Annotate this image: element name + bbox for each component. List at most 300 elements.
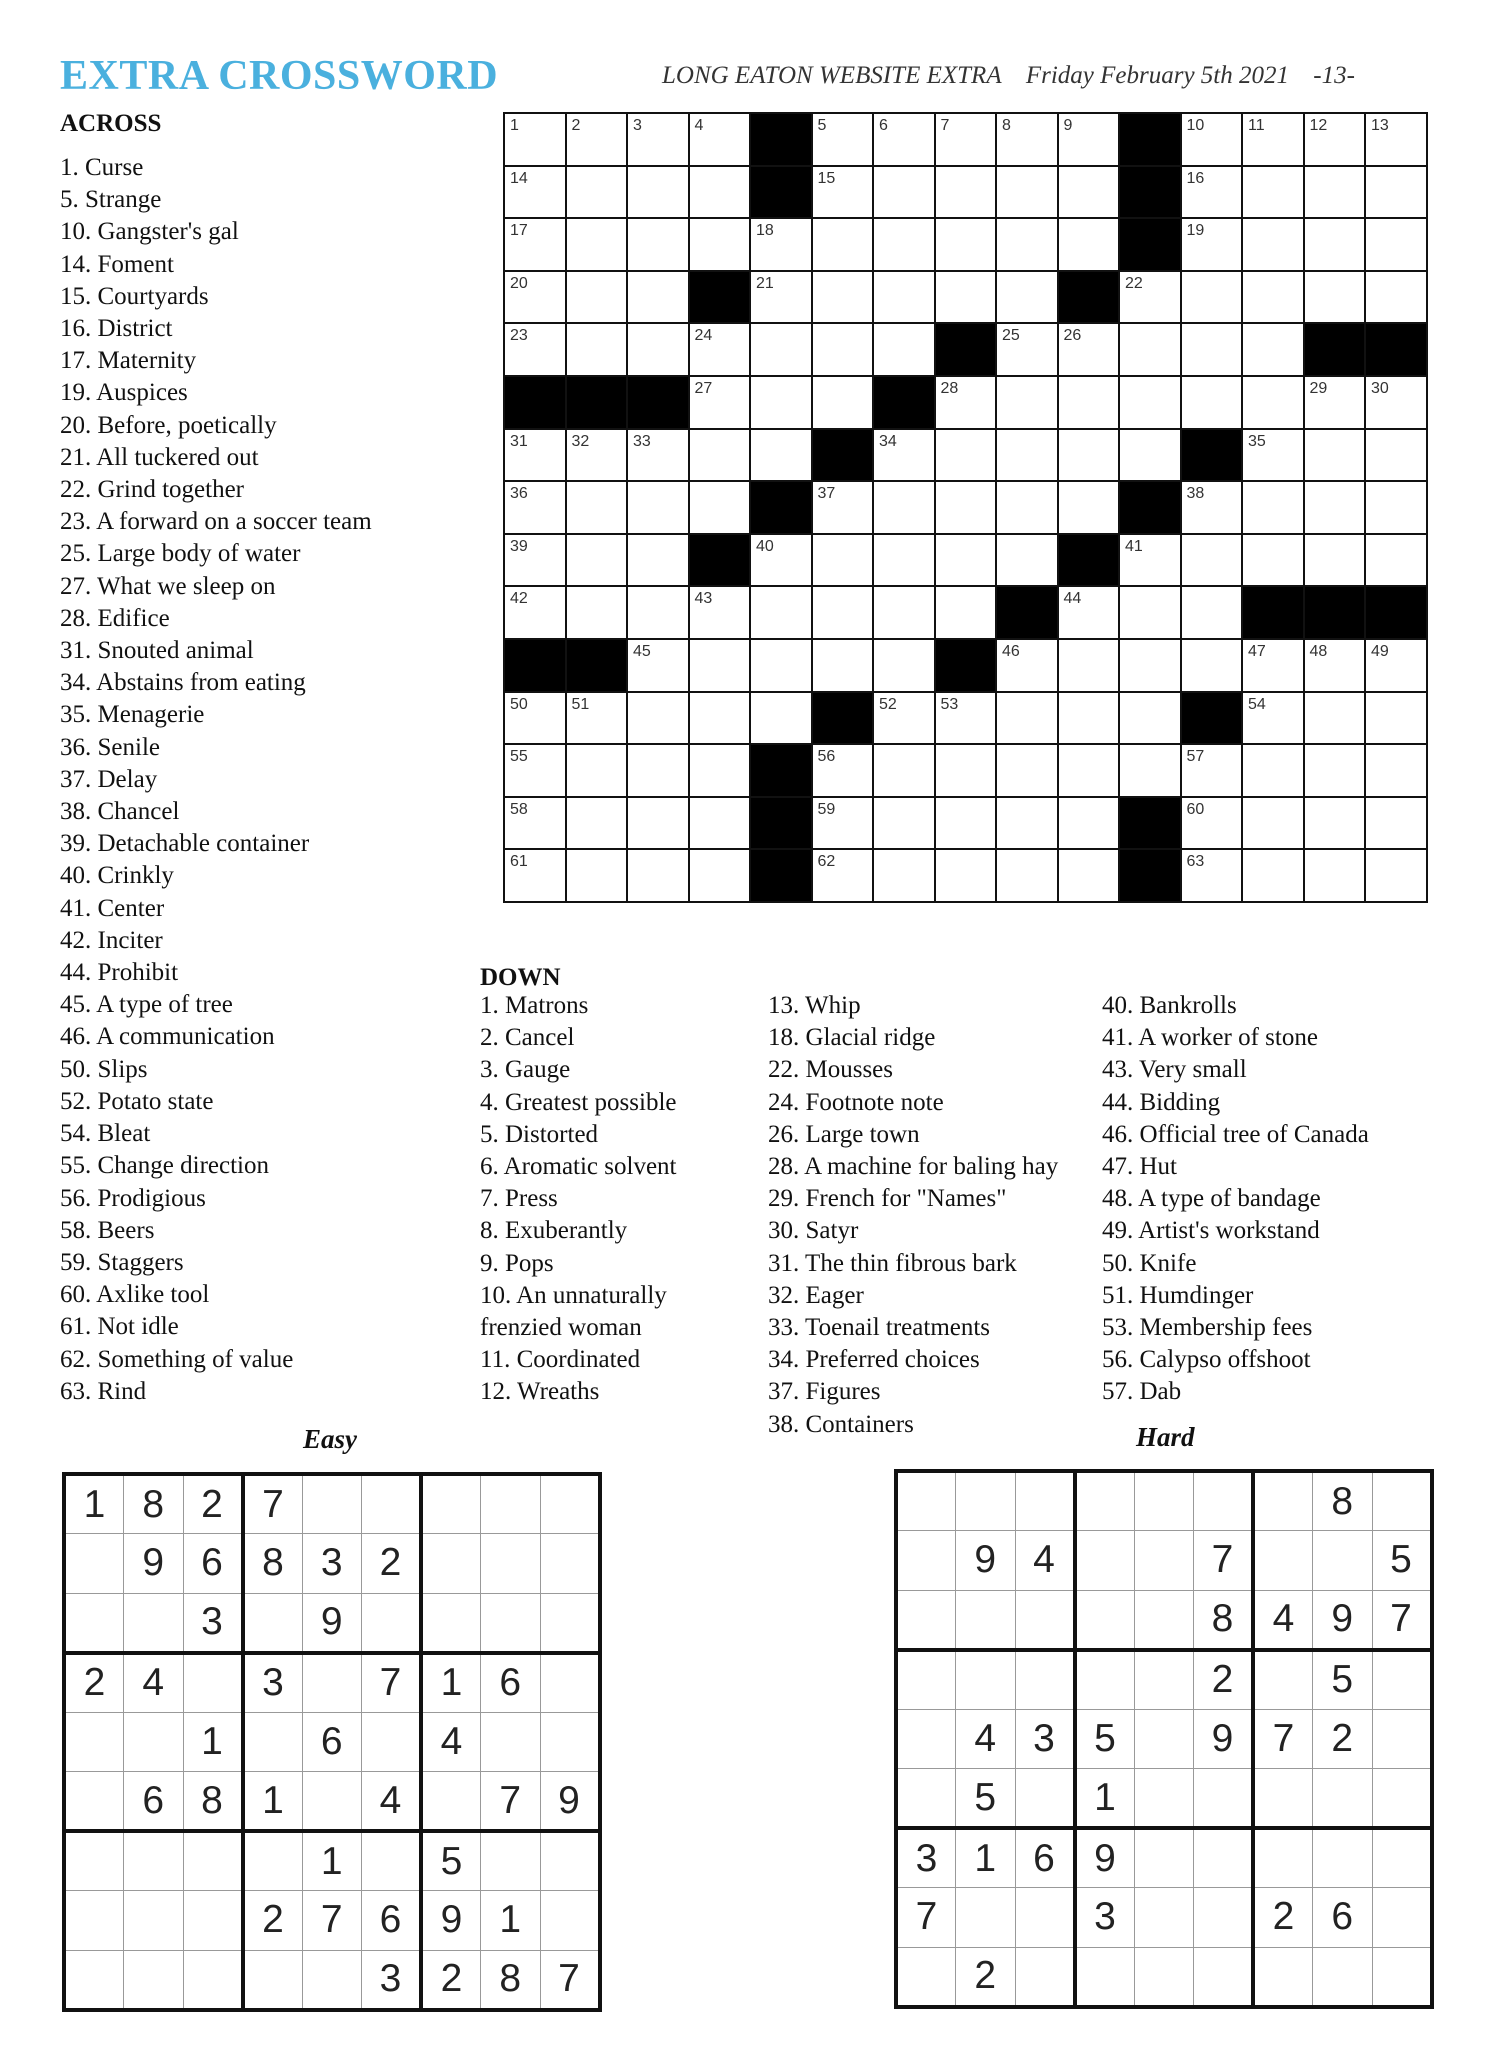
page-header-info (662, 62, 1373, 90)
crossword-cell (996, 797, 1058, 850)
down-clue: 48. A type of bandage (1102, 1185, 1321, 1213)
crossword-cell (1181, 113, 1243, 166)
sudoku-cell (1134, 1709, 1194, 1769)
clue-number: 14 (510, 169, 528, 187)
sudoku-cell (1134, 1590, 1194, 1650)
clue-number: 12 (1309, 117, 1328, 134)
crossword-cell (935, 376, 997, 429)
sudoku-cell: 2 (421, 1950, 481, 2010)
sudoku-cell: 5 (956, 1769, 1016, 1829)
crossword-cell (1119, 376, 1181, 429)
crossword-cell (627, 218, 689, 271)
down-clue: 9. Pops (480, 1249, 554, 1277)
sudoku-cell (1194, 1769, 1254, 1829)
crossword-cell (1304, 692, 1366, 745)
crossword-cell (873, 166, 935, 219)
crossword-cell (566, 166, 628, 219)
crossword-cell (996, 271, 1058, 324)
sudoku-cell (540, 1474, 600, 1534)
clue-number: 28 (940, 379, 959, 397)
crossword-cell (935, 429, 997, 482)
clue-number: 30 (1371, 379, 1389, 397)
sudoku-cell: 5 (421, 1831, 481, 1891)
crossword-cell (504, 271, 566, 324)
down-clue: 10. An unnaturally (480, 1281, 667, 1309)
crossword-cell (504, 586, 566, 639)
sudoku-cell (1313, 1947, 1373, 2007)
down-heading: DOWN (480, 964, 561, 991)
clue-number: 39 (510, 537, 528, 555)
sudoku-cell (481, 1474, 541, 1534)
sudoku-cell (362, 1712, 422, 1772)
clue-number: 33 (633, 432, 651, 450)
crossword-cell (996, 692, 1058, 745)
sudoku-cell (481, 1831, 541, 1891)
crossword-black-square (1119, 481, 1181, 534)
sudoku-cell: 1 (64, 1474, 124, 1534)
crossword-black-square (1304, 323, 1366, 376)
sudoku-cell (1372, 1471, 1432, 1531)
crossword-cell (504, 113, 566, 166)
crossword-cell (566, 481, 628, 534)
crossword-cell (1304, 744, 1366, 797)
sudoku-cell (64, 1831, 124, 1891)
crossword-cell (1365, 797, 1427, 850)
crossword-cell (689, 586, 751, 639)
crossword-cell (996, 744, 1058, 797)
crossword-black-square (689, 534, 751, 587)
clue-number: 57 (1186, 748, 1205, 766)
sudoku-cell (302, 1653, 362, 1713)
sudoku-cell (302, 1772, 362, 1832)
sudoku-cell: 7 (1372, 1590, 1432, 1650)
crossword-cell (996, 429, 1058, 482)
down-clue: 47. Hut (1102, 1153, 1177, 1181)
crossword-cell (1304, 376, 1366, 429)
sudoku-cell: 9 (956, 1531, 1016, 1591)
across-clue: 56. Prodigious (60, 1184, 206, 1212)
clue-number: 49 (1371, 642, 1389, 660)
across-clue: 44. Prohibit (60, 959, 179, 987)
page-number: -13- (1313, 62, 1355, 89)
crossword-black-square (1181, 692, 1243, 745)
crossword-black-square (1119, 218, 1181, 271)
crossword-cell (996, 639, 1058, 692)
crossword-cell (1181, 797, 1243, 850)
across-clue: 5. Strange (60, 186, 162, 214)
sudoku-cell (1015, 1590, 1075, 1650)
crossword-cell (1242, 271, 1304, 324)
clue-number: 40 (756, 537, 774, 555)
crossword-cell (1242, 429, 1304, 482)
crossword-cell (935, 744, 997, 797)
across-clue: 42. Inciter (60, 926, 163, 954)
clue-number: 8 (1002, 117, 1011, 134)
clue-number: 35 (1248, 432, 1266, 450)
clue-number: 31 (510, 432, 528, 450)
clue-number: 55 (510, 748, 528, 766)
crossword-cell (689, 323, 751, 376)
crossword-cell (996, 376, 1058, 429)
clue-number: 58 (510, 800, 528, 818)
crossword-cell (566, 586, 628, 639)
sudoku-cell (243, 1712, 303, 1772)
crossword-cell (935, 692, 997, 745)
sudoku-cell: 2 (183, 1474, 243, 1534)
crossword-black-square (1119, 166, 1181, 219)
sudoku-cell (1134, 1769, 1194, 1829)
clue-number: 9 (1063, 117, 1073, 134)
crossword-cell (812, 481, 874, 534)
crossword-black-square (1058, 534, 1120, 587)
sudoku-cell (1134, 1471, 1194, 1531)
crossword-cell (1181, 534, 1243, 587)
sudoku-cell: 3 (1015, 1709, 1075, 1769)
sudoku-cell (124, 1712, 184, 1772)
sudoku-cell (896, 1531, 956, 1591)
crossword-black-square (1119, 797, 1181, 850)
publication-date: Friday February 5th 2021 (1025, 62, 1290, 89)
sudoku-cell (1253, 1471, 1313, 1531)
crossword-cell (1181, 323, 1243, 376)
across-clue: 45. A type of tree (60, 991, 233, 1019)
crossword-cell (504, 797, 566, 850)
crossword-cell (1058, 849, 1120, 902)
crossword-cell (1365, 481, 1427, 534)
crossword-black-square (1119, 113, 1181, 166)
sudoku-cell (1075, 1650, 1135, 1710)
sudoku-cell: 4 (1253, 1590, 1313, 1650)
across-clue: 37. Delay (60, 765, 158, 793)
sudoku-cell: 3 (1075, 1888, 1135, 1948)
down-clue: 53. Membership fees (1102, 1314, 1313, 1342)
sudoku-cell (1015, 1769, 1075, 1829)
down-clue: 18. Glacial ridge (768, 1024, 936, 1052)
crossword-cell (627, 692, 689, 745)
crossword-cell (1365, 429, 1427, 482)
clue-number: 53 (940, 695, 959, 713)
crossword-cell (750, 692, 812, 745)
crossword-cell (1304, 271, 1366, 324)
sudoku-cell: 8 (1313, 1471, 1373, 1531)
crossword-cell (996, 166, 1058, 219)
sudoku-cell (1253, 1769, 1313, 1829)
crossword-cell (1242, 744, 1304, 797)
crossword-cell (996, 481, 1058, 534)
crossword-cell (1181, 166, 1243, 219)
down-clue: 40. Bankrolls (1102, 992, 1237, 1019)
clue-number: 27 (694, 379, 713, 397)
sudoku-cell (896, 1709, 956, 1769)
crossword-black-square (1365, 323, 1427, 376)
down-clue: 49. Artist's workstand (1102, 1217, 1320, 1245)
sudoku-cell (540, 1712, 600, 1772)
crossword-cell (996, 849, 1058, 902)
sudoku-cell: 8 (243, 1534, 303, 1594)
crossword-cell (1304, 849, 1366, 902)
crossword-black-square (504, 639, 566, 692)
down-clue: 44. Bidding (1102, 1088, 1221, 1116)
sudoku-cell (481, 1534, 541, 1594)
crossword-cell (750, 586, 812, 639)
sudoku-cell (481, 1593, 541, 1653)
sudoku-cell: 8 (124, 1474, 184, 1534)
sudoku-cell (1134, 1828, 1194, 1888)
sudoku-cell (243, 1831, 303, 1891)
crossword-cell (1365, 166, 1427, 219)
across-clue: 15. Courtyards (60, 282, 209, 310)
crossword-cell (689, 849, 751, 902)
clue-number: 41 (1125, 537, 1143, 555)
down-clue: 5. Distorted (480, 1120, 599, 1148)
crossword-cell (1304, 534, 1366, 587)
sudoku-cell: 2 (1253, 1888, 1313, 1948)
crossword-cell (689, 481, 751, 534)
sudoku-cell: 8 (1194, 1590, 1254, 1650)
sudoku-cell (124, 1593, 184, 1653)
crossword-cell (627, 481, 689, 534)
crossword-cell (1058, 113, 1120, 166)
sudoku-cell: 7 (1194, 1531, 1254, 1591)
sudoku-cell: 1 (183, 1712, 243, 1772)
crossword-black-square (1365, 586, 1427, 639)
crossword-cell (1304, 429, 1366, 482)
crossword-cell (1365, 744, 1427, 797)
crossword-cell (935, 481, 997, 534)
crossword-cell (689, 744, 751, 797)
crossword-cell (689, 797, 751, 850)
crossword-cell (812, 323, 874, 376)
crossword-black-square (504, 376, 566, 429)
crossword-cell (689, 692, 751, 745)
crossword-cell (873, 323, 935, 376)
clue-number: 44 (1063, 590, 1082, 608)
crossword-cell (1304, 113, 1366, 166)
sudoku-cell: 5 (1075, 1709, 1135, 1769)
across-clue: 19. Auspices (60, 379, 188, 407)
down-clue: 41. A worker of stone (1102, 1024, 1318, 1052)
sudoku-cell (64, 1593, 124, 1653)
sudoku-cell: 3 (362, 1950, 422, 2010)
crossword-cell (1242, 376, 1304, 429)
crossword-cell (1242, 323, 1304, 376)
sudoku-cell: 7 (243, 1474, 303, 1534)
sudoku-cell (896, 1650, 956, 1710)
down-clue: 37. Figures (768, 1378, 881, 1406)
crossword-cell (750, 429, 812, 482)
crossword-black-square (689, 271, 751, 324)
sudoku-cell (183, 1950, 243, 2010)
crossword-cell (1058, 744, 1120, 797)
clue-number: 47 (1248, 642, 1266, 660)
crossword-cell (566, 534, 628, 587)
crossword-cell (689, 166, 751, 219)
crossword-cell (504, 744, 566, 797)
sudoku-cell (421, 1593, 481, 1653)
sudoku-cell (243, 1950, 303, 2010)
crossword-cell (935, 271, 997, 324)
crossword-black-square (627, 376, 689, 429)
clue-number: 63 (1186, 853, 1205, 871)
crossword-cell (812, 797, 874, 850)
crossword-cell (504, 218, 566, 271)
crossword-cell (812, 586, 874, 639)
down-clue: 12. Wreaths (480, 1378, 600, 1406)
sudoku-cell (1015, 1947, 1075, 2007)
crossword-black-square (750, 481, 812, 534)
crossword-cell (1242, 113, 1304, 166)
crossword-cell (873, 218, 935, 271)
down-clue: 28. A machine for baling hay (768, 1153, 1059, 1181)
crossword-cell (873, 481, 935, 534)
crossword-cell (627, 166, 689, 219)
across-clue: 38. Chancel (60, 798, 180, 826)
crossword-cell (504, 692, 566, 745)
sudoku-cell: 9 (124, 1534, 184, 1594)
sudoku-cell: 9 (1313, 1590, 1373, 1650)
sudoku-cell: 2 (956, 1947, 1016, 2007)
crossword-cell (750, 376, 812, 429)
across-clue: 34. Abstains from eating (60, 669, 306, 697)
crossword-cell (566, 797, 628, 850)
sudoku-cell: 1 (956, 1828, 1016, 1888)
crossword-cell (1058, 429, 1120, 482)
down-clue-list-3 (1102, 990, 1369, 1409)
crossword-cell (935, 849, 997, 902)
across-clue: 10. Gangster's gal (60, 218, 239, 246)
sudoku-cell (183, 1653, 243, 1713)
across-clue: 14. Foment (60, 250, 174, 278)
crossword-cell (1304, 481, 1366, 534)
clue-number: 59 (817, 800, 836, 818)
across-clue: 31. Snouted animal (60, 637, 254, 665)
clue-number: 61 (510, 853, 528, 871)
sudoku-cell: 6 (481, 1653, 541, 1713)
crossword-cell (566, 218, 628, 271)
down-clue: 3. Gauge (480, 1056, 571, 1084)
clue-number: 25 (1002, 327, 1020, 345)
clue-number: 62 (817, 853, 836, 871)
sudoku-cell (64, 1950, 124, 2010)
across-clue: 23. A forward on a soccer team (60, 508, 372, 536)
clue-number: 45 (633, 642, 651, 660)
sudoku-cell (1015, 1650, 1075, 1710)
sudoku-cell: 8 (183, 1772, 243, 1832)
clue-number: 60 (1186, 800, 1205, 818)
crossword-cell (1181, 744, 1243, 797)
sudoku-cell (362, 1593, 422, 1653)
crossword-cell (1242, 218, 1304, 271)
crossword-cell (812, 534, 874, 587)
crossword-cell (1058, 586, 1120, 639)
crossword-cell (566, 849, 628, 902)
across-clue: 21. All tuckered out (60, 443, 259, 471)
crossword-cell (504, 323, 566, 376)
crossword-grid (503, 112, 1428, 903)
sudoku-cell (421, 1772, 481, 1832)
crossword-cell (1058, 218, 1120, 271)
clue-number: 19 (1186, 222, 1205, 240)
sudoku-cell: 7 (481, 1772, 541, 1832)
crossword-cell (1242, 534, 1304, 587)
crossword-cell (750, 639, 812, 692)
across-clue: 17. Maternity (60, 347, 197, 375)
sudoku-cell: 7 (362, 1653, 422, 1713)
crossword-cell (873, 586, 935, 639)
crossword-black-square (935, 323, 997, 376)
crossword-cell (935, 534, 997, 587)
clue-number: 32 (571, 432, 590, 450)
crossword-cell (1365, 534, 1427, 587)
sudoku-cell: 7 (302, 1891, 362, 1951)
across-clue: 35. Menagerie (60, 701, 205, 729)
crossword-cell (1242, 639, 1304, 692)
crossword-cell (1304, 797, 1366, 850)
down-clue: 13. Whip (768, 992, 861, 1019)
crossword-cell (566, 271, 628, 324)
sudoku-cell (956, 1590, 1016, 1650)
clue-number: 18 (756, 222, 774, 240)
sudoku-cell (302, 1950, 362, 2010)
sudoku-cell (1372, 1709, 1432, 1769)
crossword-cell (935, 797, 997, 850)
sudoku-cell (956, 1888, 1016, 1948)
sudoku-cell (1313, 1828, 1373, 1888)
down-clue: 46. Official tree of Canada (1102, 1120, 1369, 1148)
sudoku-cell: 1 (243, 1772, 303, 1832)
sudoku-cell (1134, 1888, 1194, 1948)
sudoku-cell: 5 (1313, 1650, 1373, 1710)
crossword-cell (873, 113, 935, 166)
sudoku-cell: 6 (1015, 1828, 1075, 1888)
clue-number: 11 (1248, 117, 1265, 134)
crossword-cell (996, 218, 1058, 271)
sudoku-cell (1194, 1828, 1254, 1888)
crossword-cell (1242, 166, 1304, 219)
crossword-cell (504, 481, 566, 534)
sudoku-cell: 6 (362, 1891, 422, 1951)
clue-number: 5 (817, 117, 827, 134)
down-clue: 24. Footnote note (768, 1088, 944, 1116)
sudoku-cell (1075, 1590, 1135, 1650)
crossword-black-square (812, 429, 874, 482)
sudoku-cell (124, 1891, 184, 1951)
sudoku-cell: 1 (481, 1891, 541, 1951)
clue-number: 42 (510, 590, 528, 608)
across-clue: 40. Crinkly (60, 862, 174, 890)
sudoku-cell: 4 (1015, 1531, 1075, 1591)
sudoku-cell (1194, 1947, 1254, 2007)
crossword-cell (812, 376, 874, 429)
crossword-black-square (750, 166, 812, 219)
across-clue: 58. Beers (60, 1216, 155, 1244)
sudoku-cell: 2 (1194, 1650, 1254, 1710)
across-clue: 22. Grind together (60, 476, 244, 504)
clue-number: 56 (817, 748, 836, 766)
crossword-cell (996, 113, 1058, 166)
across-clue: 27. What we sleep on (60, 572, 276, 600)
crossword-black-square (566, 376, 628, 429)
down-clue: 56. Calypso offshoot (1102, 1346, 1311, 1374)
crossword-cell (1119, 692, 1181, 745)
clue-number: 1 (510, 117, 519, 134)
sudoku-cell: 9 (1075, 1828, 1135, 1888)
crossword-cell (750, 534, 812, 587)
sudoku-cell: 2 (362, 1534, 422, 1594)
crossword-black-square (1181, 429, 1243, 482)
crossword-cell (566, 692, 628, 745)
crossword-cell (504, 534, 566, 587)
